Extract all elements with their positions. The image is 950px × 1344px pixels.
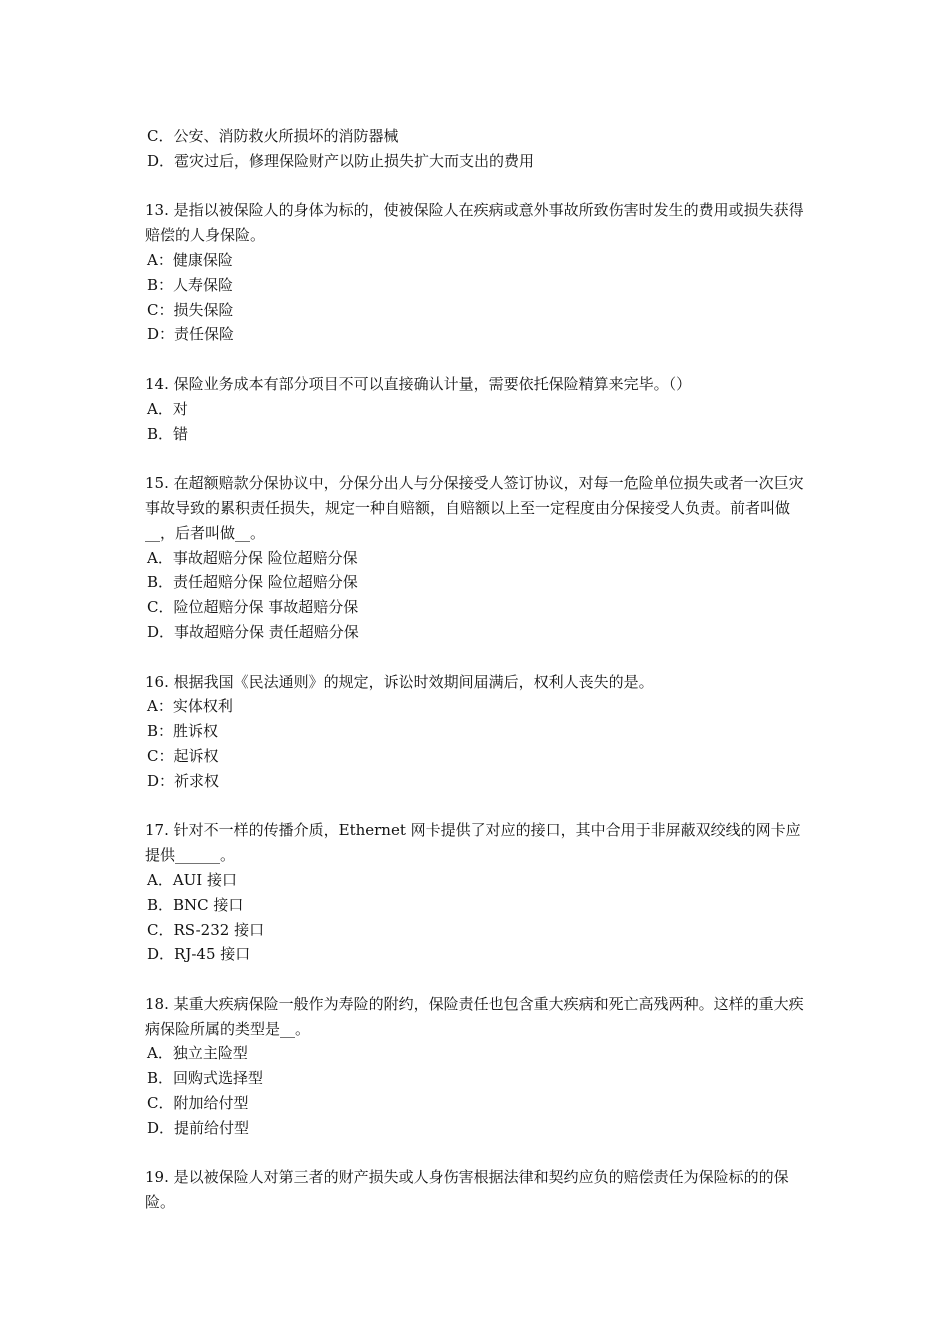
question-text: 14. 保险业务成本有部分项目不可以直接确认计量，需要依托保险精算来完毕。（）	[145, 374, 692, 393]
option: B：人寿保险	[147, 275, 234, 294]
question-text: 15. 在超额赔款分保协议中，分保分出人与分保接受人签订协议，对每一危险单位损失或者一次巨灾事故导致的累积责任损失，规定一种自赔额，自赔额以上至一定程度由分保接受人负责。前者叫做__，后者叫做__。	[145, 474, 804, 542]
option: C．险位超赔分保 事故超赔分保	[147, 598, 359, 617]
option: D．雹灾过后，修理保险财产以防止损失扩大而支出的费用	[147, 151, 535, 170]
option: A．事故超赔分保 险位超赔分保	[147, 548, 358, 567]
option: A：健康保险	[147, 250, 233, 269]
question-17	[145, 818, 810, 967]
question-text: 18. 某重大疾病保险一般作为寿险的附约，保险责任也包含重大疾病和死亡高残两种。这样的重大疾病保险所属的类型是__。	[145, 994, 804, 1038]
option: C．公安、消防救火所损坏的消防器械	[147, 127, 399, 145]
option: A．AUI 接口	[147, 870, 238, 889]
option: C．附加给付型	[147, 1094, 249, 1113]
question-16	[145, 670, 810, 794]
option: C：损失保险	[147, 300, 234, 319]
question-19	[145, 1165, 810, 1215]
question-14	[145, 372, 810, 446]
option: B．责任超赔分保 险位超赔分保	[147, 573, 358, 592]
option: A．对	[147, 399, 188, 418]
document-content	[145, 124, 810, 1240]
option: A：实体权利	[147, 697, 233, 716]
option: D：责任保险	[147, 325, 235, 344]
question-15	[145, 471, 810, 645]
question-18	[145, 992, 810, 1141]
option: B．BNC 接口	[147, 895, 244, 914]
question-text: 13. 是指以被保险人的身体为标的，使被保险人在疾病或意外事故所致伤害时发生的费用或损失获得赔偿的人身保险。	[145, 201, 804, 245]
option: B．回购式选择型	[147, 1069, 264, 1088]
option: D：祈求权	[147, 771, 220, 790]
question-text: 16. 根据我国《民法通则》的规定，诉讼时效期间届满后，权利人丧失的是。	[145, 672, 654, 691]
option: C：起诉权	[147, 746, 219, 765]
option: C．RS-232 接口	[147, 920, 265, 939]
continued-options	[145, 124, 810, 174]
option: B：胜诉权	[147, 722, 219, 741]
option: D．提前给付型	[147, 1118, 250, 1137]
question-text: 19. 是以被保险人对第三者的财产损失或人身伤害根据法律和契约应负的赔偿责任为保险标的的保险。	[145, 1168, 789, 1212]
option: B．错	[147, 424, 189, 443]
option: D．事故超赔分保 责任超赔分保	[147, 622, 359, 641]
question-13	[145, 198, 810, 347]
question-text: 17. 针对不一样的传播介质，Ethernet 网卡提供了对应的接口，其中合用于非屏蔽双绞线的网卡应提供______。	[145, 821, 801, 865]
option: A．独立主险型	[147, 1044, 248, 1063]
option: D．RJ-45 接口	[147, 945, 251, 964]
